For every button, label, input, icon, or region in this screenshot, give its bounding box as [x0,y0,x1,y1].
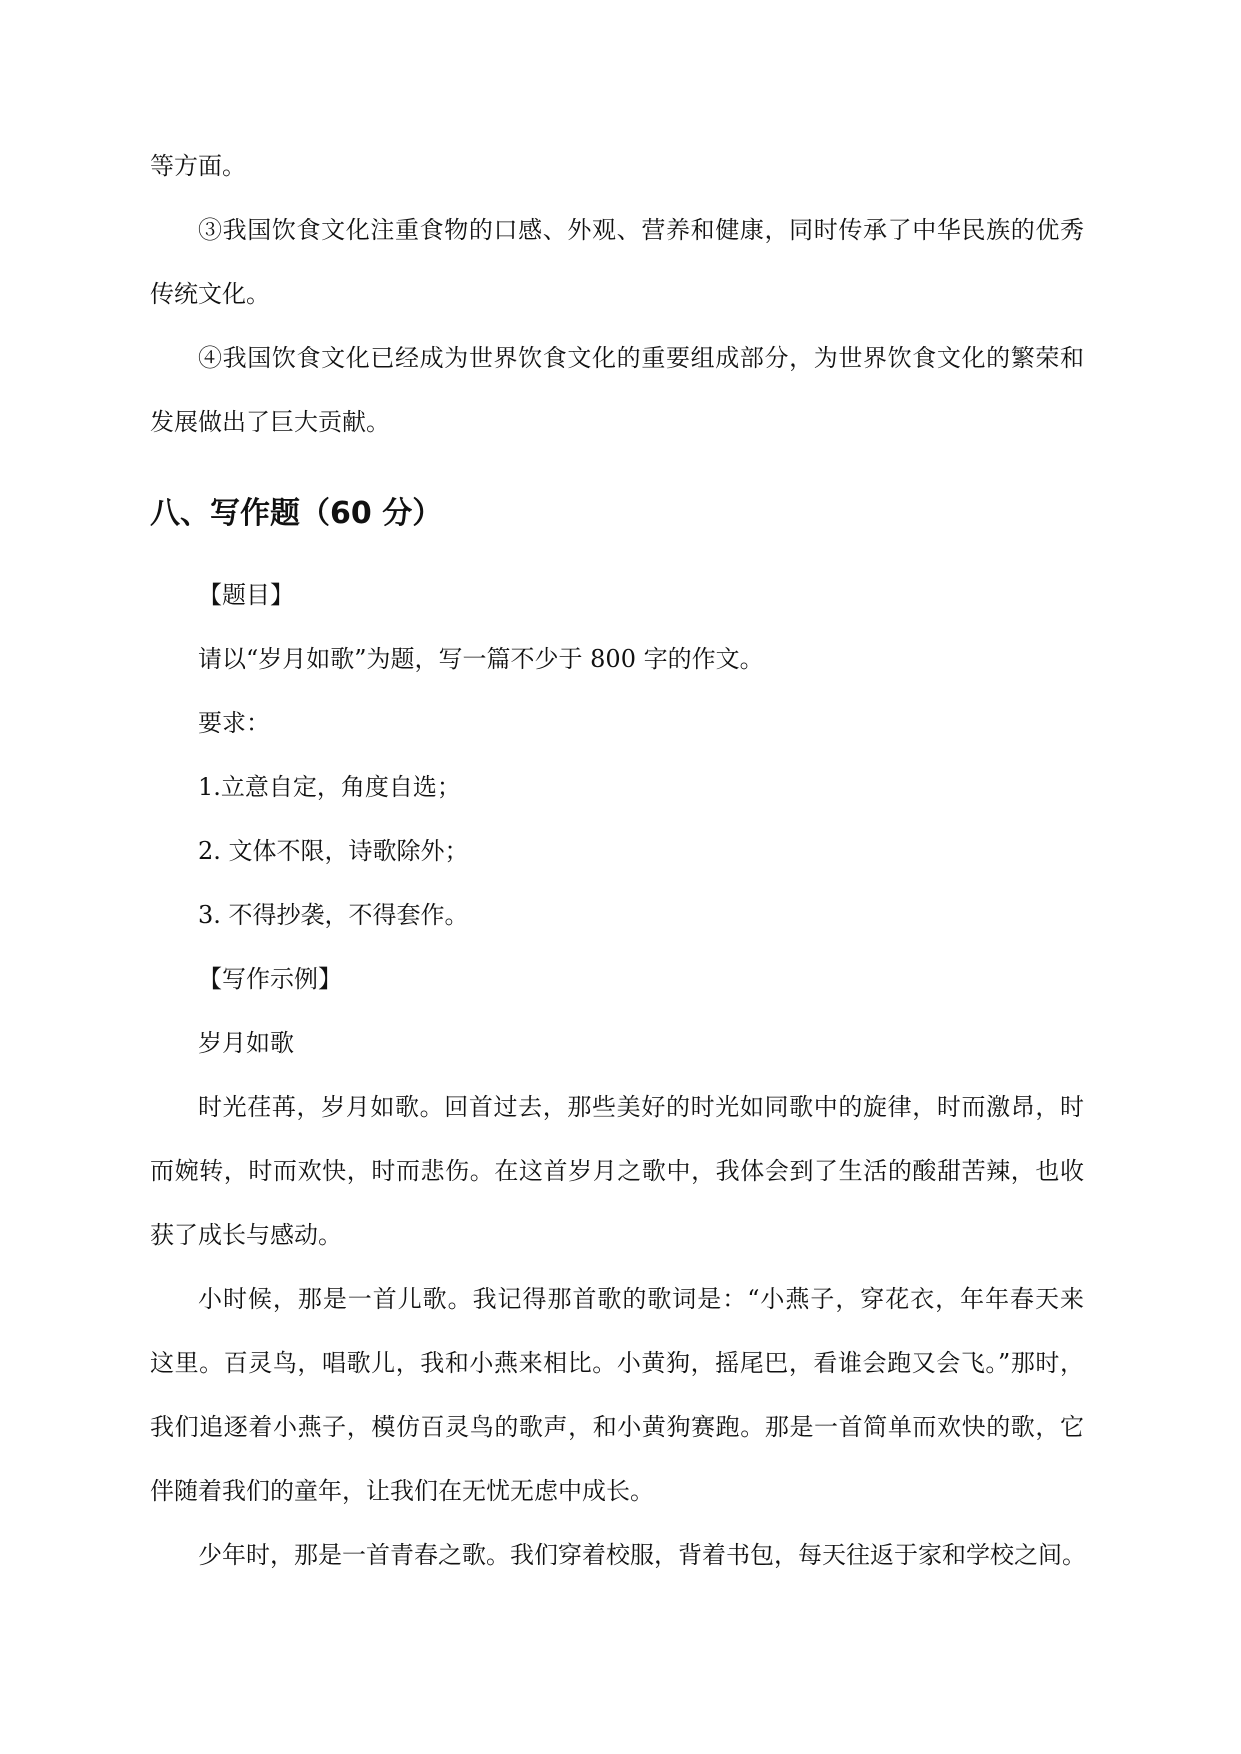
paragraph-line: 发展做出了巨大贡献。 [150,408,390,436]
essay-line: 获了成长与感动。 [150,1221,342,1249]
essay-line: 小时候，那是一首儿歌。我记得那首歌的歌词是：“小燕子，穿花衣，年年春天来 [198,1285,1084,1313]
essay-line: 我们追逐着小燕子，模仿百灵鸟的歌声，和小黄狗赛跑。那是一首简单而欢快的歌，它 [150,1413,1084,1441]
paragraph-line: 等方面。 [150,152,246,180]
essay-title: 岁月如歌 [198,1029,294,1057]
requirement-item: 2. 文体不限，诗歌除外； [198,837,469,865]
requirement-item: 1.立意自定，角度自选； [198,773,461,801]
essay-line: 而婉转，时而欢快，时而悲伤。在这首岁月之歌中，我体会到了生活的酸甜苦辣，也收 [150,1157,1084,1185]
essay-line: 时光荏苒，岁月如歌。回首过去，那些美好的时光如同歌中的旋律，时而激昂，时 [198,1093,1084,1121]
requirement-item: 3. 不得抄袭，不得套作。 [198,901,469,929]
section-heading: 八、写作题（60 分） [150,496,443,531]
paragraph-line: ③我国饮食文化注重食物的口感、外观、营养和健康，同时传承了中华民族的优秀 [198,216,1084,244]
requirements-label: 要求： [198,709,270,737]
paragraph-line: ④我国饮食文化已经成为世界饮食文化的重要组成部分，为世界饮食文化的繁荣和 [198,344,1084,372]
subheading-example: 【写作示例】 [198,965,342,993]
essay-line: 这里。百灵鸟，唱歌儿，我和小燕来相比。小黄狗，摇尾巴，看谁会跑又会飞。”那时， [150,1349,1084,1377]
subheading-topic: 【题目】 [198,581,294,609]
essay-line: 少年时，那是一首青春之歌。我们穿着校服，背着书包，每天往返于家和学校之间。 [198,1541,1086,1569]
paragraph-line: 传统文化。 [150,280,270,308]
essay-line: 伴随着我们的童年，让我们在无忧无虑中成长。 [150,1477,654,1505]
prompt-line: 请以“岁月如歌”为题，写一篇不少于 800 字的作文。 [198,645,764,673]
